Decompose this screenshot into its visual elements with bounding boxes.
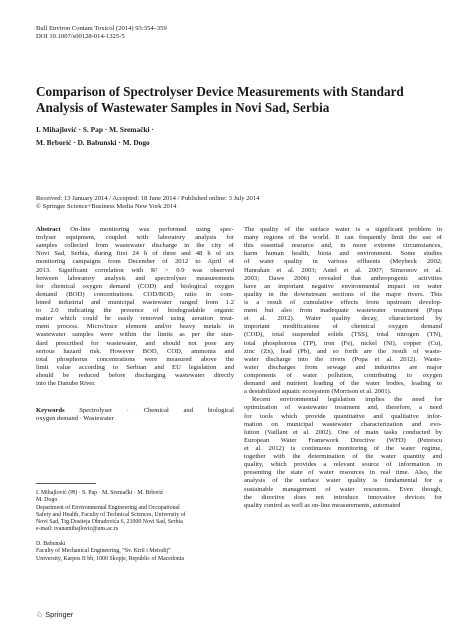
affiliation-line: Faculty of Mechanical Engineering, “Sv. Kiril i Metodij”: [36, 548, 171, 555]
abstract-line: should be reduced before discharging wastewater directly: [36, 371, 234, 379]
abstract-line: for chemical oxygen demand (COD) and biological oxygen: [36, 282, 234, 290]
publisher-name: Springer: [45, 610, 74, 619]
received-accepted-line: Received: 13 January 2014 / Accepted: 18 June 2014 / Published online: 3 July 2014: [36, 195, 260, 202]
body-text-line: 2003; Dawe 2006) revealed that anthropogenic activities: [244, 274, 442, 282]
publication-dates: [36, 195, 259, 212]
abstract-line: samples collected from wastewater discharge in the city of: [36, 242, 234, 250]
author-line: M. Brborić · D. Babunski · M. Dogo: [36, 137, 150, 147]
affiliation-line: D. Babunski: [36, 541, 66, 548]
title-line: Analysis of Wastewater Samples in Novi Sad, Serbia: [36, 100, 330, 115]
author-line: I. Mihajlović · S. Pap · M. Sremački ·: [36, 125, 154, 134]
publisher-logo: [36, 610, 73, 619]
body-text-line: total phosphorous (TP), iron (Fe), nickel (Ni), copper (Cu),: [244, 339, 442, 347]
abstract-line: into the Danube River.: [36, 380, 96, 388]
body-text-line: mation on municipal wastewater characterization and evo-: [244, 420, 442, 428]
body-text-line: water discharges from sewage and industries are major: [244, 363, 442, 371]
doi: DOI 10.1007/s00128-014-1325-5: [36, 33, 125, 41]
footnote-rule: [36, 483, 96, 484]
affiliation-line: I. Mihajlović (✉) · S. Pap · M. Sremački · M. Brborić ·: [36, 490, 167, 496]
affiliation-line: Safety and Health, Faculty of Technical Sciences, University of: [36, 511, 186, 518]
body-text-line: this essential resource and, in more extreme circumstances,: [244, 242, 442, 250]
body-text-line: quality, which provides a relevant source of information in: [244, 461, 442, 469]
affiliation-line: Department of Environmental Engineering and Occupational: [36, 504, 180, 511]
body-text-line: lution (Vaillant et al. 2002). One of main tasks conducted by: [244, 428, 442, 436]
journal-header: [36, 25, 167, 42]
affiliation-line: Novi Sad, Trg Dositeja Obradovića 6, 21000 Novi Sad, Serbia: [36, 519, 183, 526]
body-text-line: together with the determination of the water quantity and: [244, 453, 442, 461]
body-text-line: many regions of the world. It can frequently limit the use of: [244, 234, 442, 242]
keywords-line: Keywords Spectrolyser · Chemical and biological: [36, 407, 234, 414]
body-text-line: important modifications of chemical oxygen demand: [244, 323, 442, 331]
abstract-line: between laboratory analysis and spectrolyser measurements: [36, 274, 234, 282]
affiliation-line: [36, 534, 236, 541]
body-text-line: analysis of the surface water quality is fundamental for a: [244, 477, 442, 485]
body-text-line: European Water Framework Directive (WFD) (Petrescu: [244, 436, 442, 444]
body-text-line: et al. 2012). Water quality decay, characterized by: [244, 315, 442, 323]
abstract-line: to 2.0 indicating the presence of biodegradable organic: [36, 307, 234, 315]
body-text-line: presenting the state of water resources in real time. Also, the: [244, 469, 442, 477]
abstract-line: total phosphorus concentrations were measured above the: [36, 355, 234, 363]
body-text-line: ment but also from inadequate wastewater treatment (Popa: [244, 307, 442, 315]
keywords-line: oxygen demand · Wastewater: [36, 415, 114, 423]
abstract-line: dard prescribed for wastewater, and should not pose any: [36, 339, 234, 347]
abstract-line: wastewater samples were within the limits as per the stan-: [36, 331, 234, 339]
abstract-line: bined industrial and municipal wastewater ranged from 1.2: [36, 298, 234, 306]
affiliation-line: University, Karpos II bb, 1000 Skopje, Republic of Macedonia: [36, 555, 184, 562]
body-text-line: zinc (Zn), lead (Pb), and so forth are the result of waste-: [244, 347, 442, 355]
abstract-line: monitoring campaigns from December of 2012 to April of: [36, 258, 234, 266]
body-text-line: have an important negative environmental impact on water: [244, 282, 442, 290]
abstract-line: Abstract On-line monitoring was performed using spec-: [36, 226, 234, 233]
affiliation-line: e-mail: ivanamihajlovic@uns.ac.rs: [36, 526, 119, 533]
body-text-line: (COD), total suspended solids (TSS), total nitrogen (TN),: [244, 331, 442, 339]
abstract-line: Novi Sad, Serbia, during first 24 h of three and 48 h of six: [36, 250, 234, 258]
article-title: [36, 84, 446, 116]
abstract-line: limit value according to Serbian and EU legislation and: [36, 363, 234, 371]
body-text-line: et al. 2012) is continuous monitoring of the water regime,: [244, 444, 442, 452]
abstract-block: [36, 226, 234, 388]
copyright-line: © Springer Science+Business Media New York 2014: [36, 203, 177, 211]
abstract-line: trolyser equipment, coupled with laboratory analysis for: [36, 234, 234, 242]
body-text-line: water discharge into the rivers (Popa et al. 2012). Waste-: [244, 355, 442, 363]
body-text-line: components of water pollution, contributing to oxygen: [244, 371, 442, 379]
abstract-line: serious hazard risk. However BOD, COD, ammonia and: [36, 347, 234, 355]
body-text-line: optimization of wastewater treatment and, therefore, a need: [244, 404, 442, 412]
author-list: [36, 124, 154, 149]
affiliation-line: M. Dogo: [36, 497, 58, 504]
introduction-block: [244, 226, 442, 510]
keywords-block: [36, 407, 234, 423]
body-text-line: Recent environmental legislation implies the need for: [252, 396, 442, 404]
body-text-line: quality control as well as on-line measurements, automated: [244, 501, 401, 509]
body-text-line: the directive does not introduce innovative devices for: [244, 493, 442, 501]
body-text-line: for tools which provide quantitative and qualitative infor-: [244, 412, 442, 420]
body-text-line: quality in the downstream sections of the major rivers. This: [244, 290, 442, 298]
body-text-line: Hanrahan et al. 2003; Astel et al. 2007; Simeonov et al.: [244, 266, 442, 274]
title-line: Comparison of Spectrolyser Device Measurements with Standard: [36, 84, 404, 99]
abstract-line: ment process. Micro/trace element and/or heavy metals in: [36, 323, 234, 331]
abstract-line: demand (BOD) concentrations. COD/BOD₅ ratio in com-: [36, 290, 234, 298]
body-text-line: The quality of the surface water is a significant problem in: [244, 226, 442, 233]
body-text-line: a destabilized aquatic ecosystem (Morrison et al. 2001).: [244, 388, 392, 396]
abstract-line: matter which could be easily removed using aeration treat-: [36, 315, 234, 323]
body-text-line: is a result of cumulative effects from upstream develop-: [244, 298, 442, 306]
affiliations-block: [36, 490, 236, 563]
body-text-line: of water quality in various effluents (Meybeck 2002;: [244, 258, 442, 266]
abstract-line: 2013. Significant correlation with R² > 0.9 was observed: [36, 266, 234, 274]
body-text-line: sustainable management of water resources. Even though,: [244, 485, 442, 493]
springer-icon: ♘: [36, 610, 44, 619]
body-text-line: harm human health, biota and environment. Some studies: [244, 250, 442, 258]
journal-citation: Bull Environ Contam Toxicol (2014) 93:354–359: [36, 25, 167, 32]
body-text-line: demand and nutrient loading of the water bodies, leading to: [244, 380, 442, 388]
